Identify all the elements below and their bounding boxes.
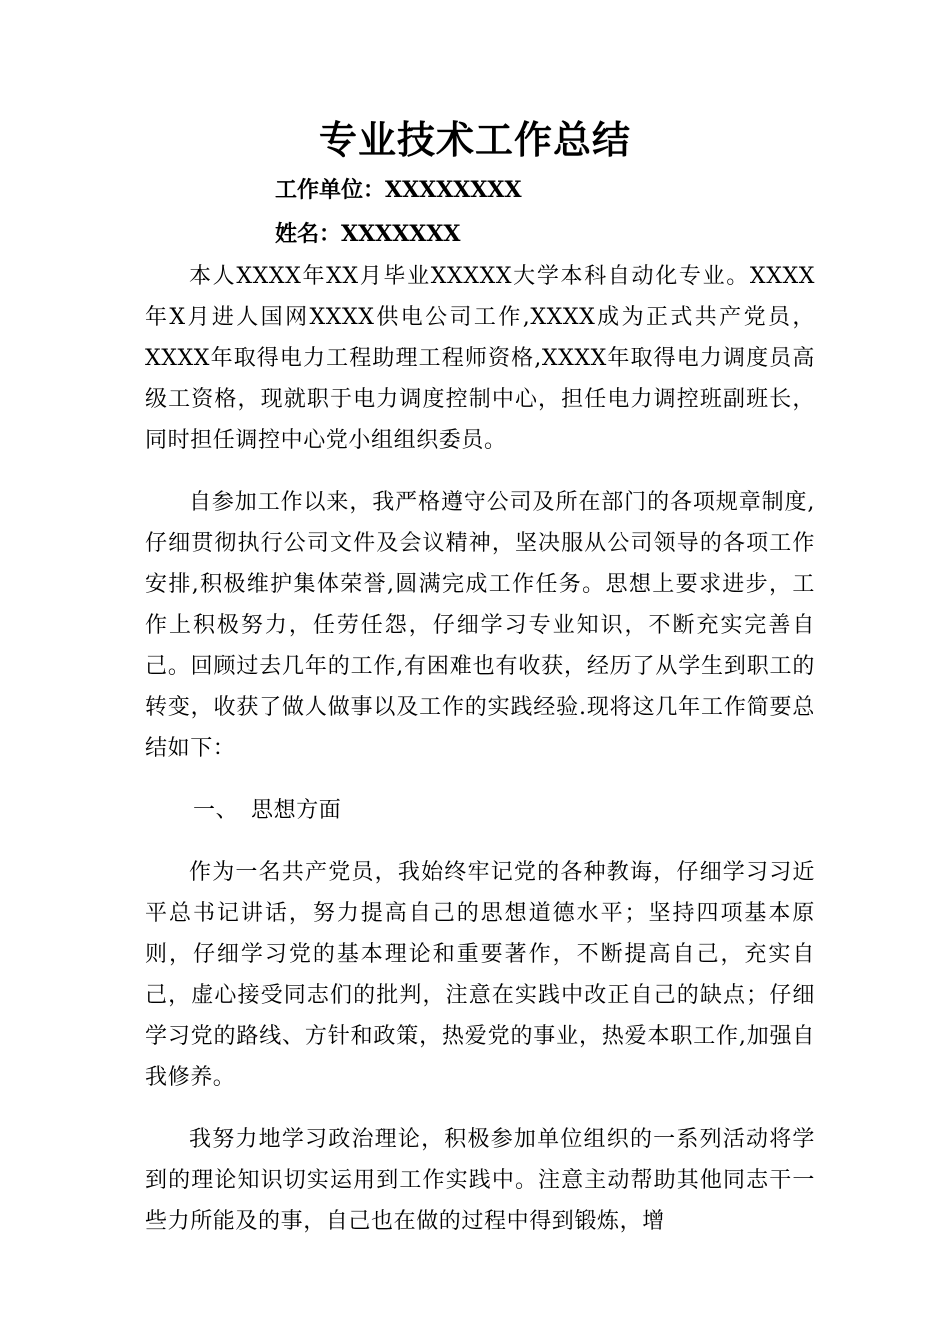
work-unit-line: 工作单位：XXXXXXXX [275,177,522,203]
document-title: 专业技术工作总结 [318,117,631,162]
name-line: 姓名：XXXXXXX [275,221,461,247]
section-heading-ideology [145,790,815,831]
section-number: 一、 [193,798,239,823]
paragraph-ideology-2: 我努力地学习政治理论，积极参加单位组织的一系列活动将学到的理论知识切实运用到工作实践中。注意主动帮助其他同志干一些力所能及的事，自己也在做的过程中得到锻炼，增 [145,1127,815,1234]
document-body [145,256,815,1263]
paragraph-ideology-1: 作为一名共产党员，我始终牢记党的各种教诲，仔细学习习近平总书记讲话，努力提高自己的思想道德水平；坚持四项基本原则，仔细学习党的基本理论和重要著作，不断提高自己，充实自己，虚心接受同志们的批判，注意在实践中改正自己的缺点；仔细学习党的路线、方针和政策，热爱党的事业，热爱本职工作,加强自我修养。 [145,860,815,1090]
paragraph-overview: 自参加工作以来，我严格遵守公司及所在部门的各项规章制度,仔细贯彻执行公司文件及会议精神，坚决服从公司领导的各项工作安排,积极维护集体荣誉,圆满完成工作任务。思想上要求进步，工作上积极努力，任劳任怨，仔细学习专业知识，不断充实完善自己。回顾过去几年的工作,有困难也有收获，经历了从学生到职工的转变，收获了做人做事以及工作的实践经验.现将这几年工作简要总结如下： [145,490,815,761]
paragraph-intro: 本人XXXX年XX月毕业XXXXX大学本科自动化专业。XXXX年X月进人国网XXXX供电公司工作,XXXX成为正式共产党员，XXXX年取得电力工程助理工程师资格,XXXX年取得电力调度员高级工资格，现就职于电力调度控制中心，担任电力调控班副班长，同时担任调控中心党小组组织委员。 [145,264,815,453]
section-title: 思想方面 [251,798,342,823]
